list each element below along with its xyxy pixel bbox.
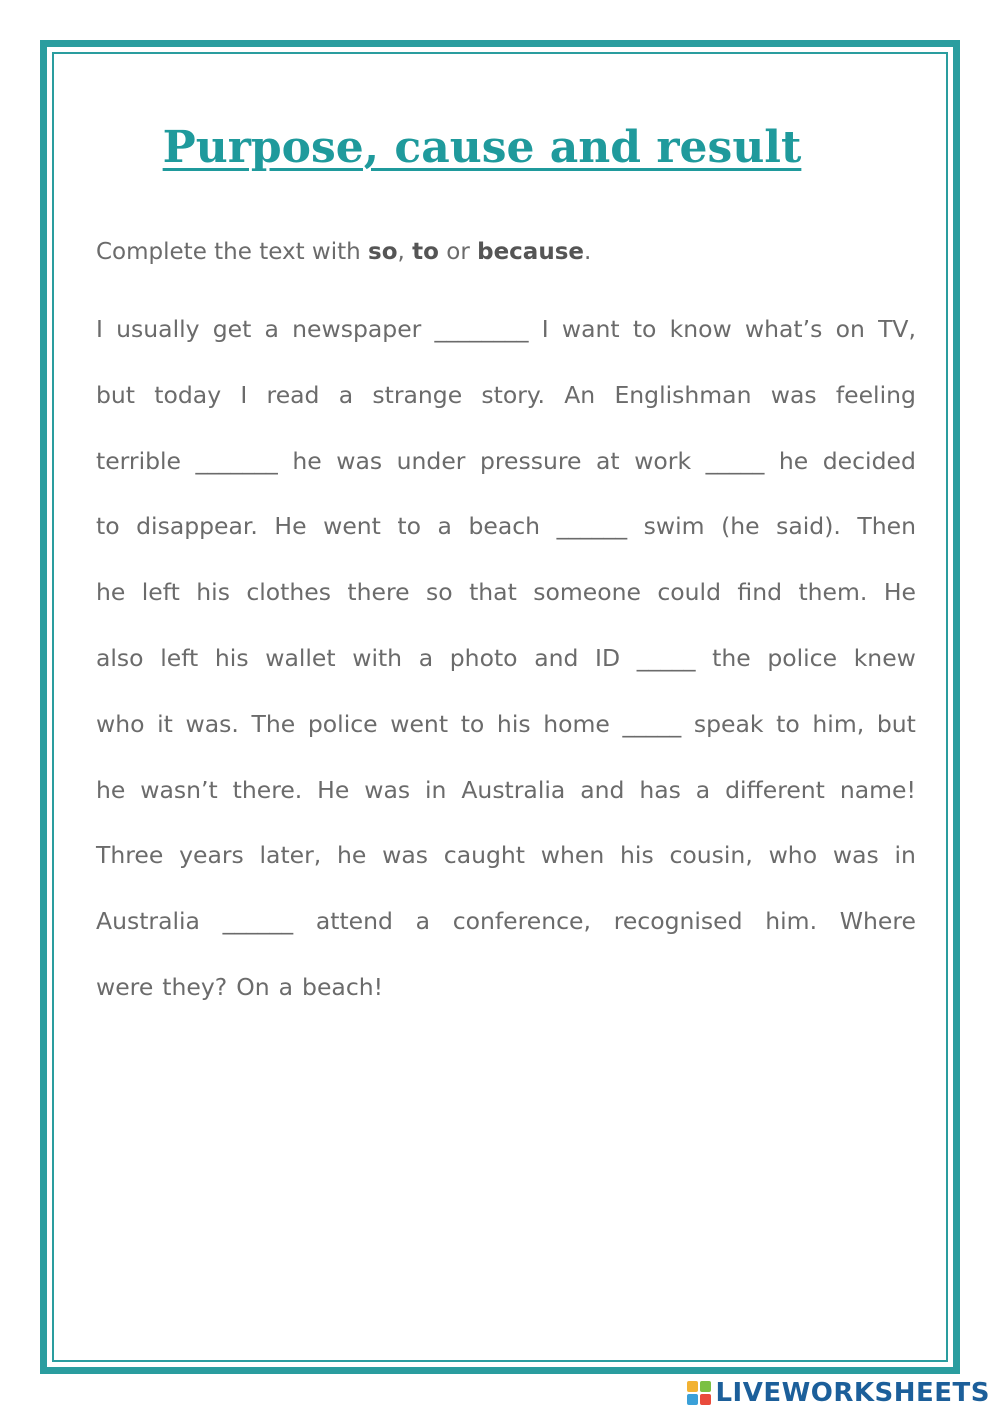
option-so: so <box>368 239 398 265</box>
answer-blank[interactable]: _____ <box>622 709 682 738</box>
instruction-prefix: Complete the text with <box>96 239 369 265</box>
passage-word: beach! <box>302 972 384 1001</box>
passage-word: him, <box>812 709 865 738</box>
passage-word: pressure <box>479 446 582 475</box>
passage-word: police <box>767 643 838 672</box>
passage-word: his <box>620 841 654 870</box>
passage-word: who <box>96 709 145 738</box>
passage-word: He <box>883 578 916 607</box>
passage-word: On <box>236 972 270 1001</box>
passage-word: but <box>96 380 136 409</box>
passage-word: name! <box>839 775 916 804</box>
passage-word: home <box>543 709 610 738</box>
passage-word: who <box>768 841 818 870</box>
passage-word: left <box>141 578 180 607</box>
passage-word: the <box>712 643 751 672</box>
passage-line <box>96 960 916 1026</box>
passage-word: The <box>251 709 296 738</box>
passage-word: find <box>737 578 783 607</box>
passage-word: he <box>96 578 126 607</box>
passage-word: went <box>390 709 449 738</box>
passage-word: strange <box>372 380 463 409</box>
passage-word: a <box>264 315 279 343</box>
passage-word: to <box>397 512 422 541</box>
passage-line <box>96 302 916 368</box>
passage-word: left <box>160 643 199 672</box>
passage-word: wallet <box>265 643 336 672</box>
passage-word: went <box>323 512 381 541</box>
passage-word: get <box>212 315 252 343</box>
passage-word: his <box>196 578 230 607</box>
instruction <box>96 232 916 272</box>
option-to: to <box>412 239 439 265</box>
passage-word: there <box>347 578 410 607</box>
passage-word: a <box>278 972 294 1001</box>
passage-word: that <box>469 578 517 607</box>
passage-word: someone <box>533 578 641 607</box>
passage-word: disappear. <box>136 512 258 541</box>
passage-word: years <box>179 841 244 870</box>
passage-word: today <box>154 380 222 409</box>
passage-word: different <box>725 775 825 804</box>
passage-word: police <box>307 709 378 738</box>
instruction-sep2: or <box>438 239 478 265</box>
passage-word: want <box>561 315 620 343</box>
passage-word: know <box>669 315 732 343</box>
passage-line <box>96 434 916 500</box>
passage-word: Englishman <box>614 380 752 409</box>
passage-word: what’s <box>744 315 823 343</box>
passage-word: they? <box>162 972 228 1001</box>
passage-word: also <box>96 643 144 672</box>
passage-word: later, <box>259 841 322 870</box>
passage-word: (he <box>721 512 760 541</box>
passage-word: swim <box>643 512 705 541</box>
instruction-suffix: . <box>584 239 592 265</box>
passage-word: so <box>426 578 453 607</box>
passage-line <box>96 828 916 894</box>
passage-line <box>96 631 916 697</box>
passage-word: Then <box>857 512 916 541</box>
passage-word: Three <box>96 841 164 870</box>
passage-word: a <box>415 907 431 936</box>
passage-word: was <box>382 841 429 870</box>
passage-word: were <box>96 972 154 1001</box>
passage-word: when <box>540 841 605 870</box>
passage-word: them. <box>798 578 868 607</box>
answer-blank[interactable]: _____ <box>705 446 765 475</box>
answer-blank[interactable]: _____ <box>636 643 696 672</box>
option-because: because <box>477 239 584 265</box>
passage-word: cousin, <box>669 841 753 870</box>
passage-word: was <box>770 380 817 409</box>
passage-word: with <box>352 643 403 672</box>
passage-word: to <box>776 709 800 738</box>
passage-word: read <box>266 380 320 409</box>
passage-word: He <box>274 512 307 541</box>
passage-word: work <box>634 446 692 475</box>
passage-word: and <box>534 643 579 672</box>
passage-word: a <box>418 643 434 672</box>
answer-blank[interactable]: ______ <box>222 907 294 936</box>
passage-line <box>96 894 916 960</box>
passage-word: to <box>460 709 485 738</box>
passage-word: his <box>496 709 531 738</box>
passage-word: speak <box>693 709 764 738</box>
passage-word: Where <box>839 907 916 936</box>
logo-icon <box>687 1381 711 1405</box>
passage-word: ID <box>595 643 621 672</box>
passage-word: An <box>564 380 596 409</box>
passage <box>96 302 916 1026</box>
passage-word: under <box>396 446 466 475</box>
passage-line <box>96 697 916 763</box>
passage-line <box>96 499 916 565</box>
passage-word: recognised <box>613 907 743 936</box>
passage-word: beach <box>468 512 541 541</box>
passage-word: at <box>596 446 620 475</box>
passage-word: Australia <box>461 775 566 804</box>
passage-word: wasn’t <box>140 775 218 804</box>
logo-text: LIVEWORKSHEETS <box>715 1378 990 1408</box>
passage-word: I <box>96 315 103 343</box>
worksheet-title: Purpose, cause and result <box>162 122 802 173</box>
passage-word: has <box>639 775 681 804</box>
passage-word: to <box>96 512 120 541</box>
passage-word: him. <box>765 907 818 936</box>
passage-word: caught <box>443 841 526 870</box>
passage-word: photo <box>449 643 518 672</box>
passage-word: was <box>336 446 383 475</box>
passage-word: in <box>425 775 447 804</box>
passage-word: on <box>835 315 865 343</box>
passage-word: He <box>317 775 350 804</box>
passage-word: was. <box>185 709 239 738</box>
passage-word: Australia <box>96 907 200 936</box>
instruction-sep1: , <box>397 239 413 265</box>
passage-word: a <box>437 512 452 541</box>
passage-word: he <box>292 446 322 475</box>
passage-word: was <box>364 775 411 804</box>
passage-word: terrible <box>96 446 182 475</box>
passage-word: I <box>240 380 248 409</box>
passage-line <box>96 763 916 829</box>
passage-word: story. <box>481 380 545 409</box>
passage-word: there. <box>232 775 303 804</box>
passage-word: newspaper <box>292 315 422 343</box>
passage-word: feeling <box>835 380 916 409</box>
passage-word: was <box>832 841 879 870</box>
answer-blank[interactable]: _______ <box>195 446 278 475</box>
passage-word: he <box>337 841 367 870</box>
passage-line <box>96 565 916 631</box>
passage-word: conference, <box>452 907 591 936</box>
passage-word: and <box>580 775 625 804</box>
passage-word: to <box>632 315 657 343</box>
passage-word: decided <box>822 446 916 475</box>
passage-word: he <box>778 446 809 475</box>
answer-blank[interactable]: ________ <box>434 315 529 343</box>
passage-word: in <box>894 841 916 870</box>
passage-word: but <box>876 709 916 738</box>
passage-line <box>96 368 916 434</box>
passage-word: could <box>657 578 721 607</box>
passage-word: I <box>541 315 549 343</box>
liveworksheets-logo <box>687 1376 990 1410</box>
passage-word: knew <box>853 643 916 672</box>
passage-word: a <box>695 775 711 804</box>
passage-word: attend <box>315 907 393 936</box>
passage-word: a <box>338 380 354 409</box>
passage-word: TV, <box>878 315 916 343</box>
answer-blank[interactable]: ______ <box>556 512 628 541</box>
passage-word: clothes <box>246 578 331 607</box>
passage-word: usually <box>116 315 200 343</box>
passage-word: it <box>157 709 173 738</box>
passage-word: said). <box>776 512 841 541</box>
passage-word: he <box>96 775 126 804</box>
passage-word: his <box>214 643 249 672</box>
